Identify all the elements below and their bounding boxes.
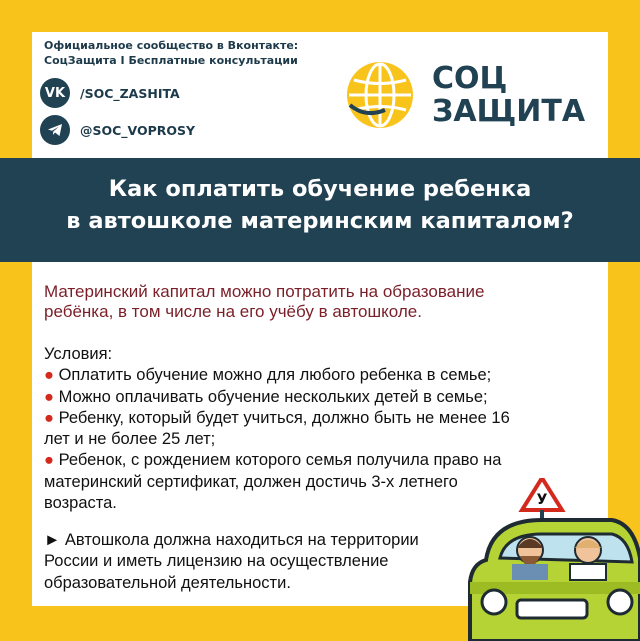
note-line-3: образовательной деятельности. <box>44 573 291 592</box>
school-requirement-note <box>44 530 504 594</box>
community-line-2: СоцЗащита I Бесплатные консультации <box>44 54 298 67</box>
bullet-icon: ● <box>44 408 54 427</box>
title-line-2: в автошколе материнским капиталом? <box>66 208 574 234</box>
telegram-icon <box>40 115 70 145</box>
intro-line-1: Материнский капитал можно потратить на образование <box>44 282 485 301</box>
telegram-handle: @SOC_VOPROSY <box>80 122 196 138</box>
condition-4-line-1: Ребенок, с рождением которого семья получила право на <box>58 451 502 470</box>
list-item <box>44 450 604 471</box>
condition-3-line-2: лет и не более 25 лет; <box>44 430 216 449</box>
driving-school-car-illustration <box>462 478 640 641</box>
condition-1: Оплатить обучение можно для любого ребенка в семье; <box>58 366 492 385</box>
telegram-link[interactable] <box>40 115 195 145</box>
brand-line-1: СОЦ <box>432 61 508 96</box>
condition-4-line-2: материнский сертификат, должен достичь 3-х летнего <box>44 472 458 491</box>
learner-sign-letter: У <box>536 492 548 508</box>
note-line-1: ► Автошкола должна находиться на территории <box>44 531 419 549</box>
intro-line-2: ребёнка, в том числе на его учёбу в автошколе. <box>44 302 422 321</box>
bullet-icon: ● <box>44 387 54 406</box>
brand-name <box>432 62 585 128</box>
page-title <box>0 173 640 237</box>
title-line-1: Как оплатить обучение ребенка <box>108 176 532 202</box>
bullet-icon: ● <box>44 366 54 385</box>
brand-line-2: ЗАЩИТА <box>432 94 586 129</box>
list-item <box>44 365 604 386</box>
community-line-1: Официальное сообщество в Вконтакте: <box>44 39 299 52</box>
vk-link[interactable] <box>40 78 180 108</box>
intro-text <box>44 282 584 322</box>
bullet-icon: ● <box>44 451 54 470</box>
vk-icon: VK <box>40 78 70 108</box>
condition-2: Можно оплачивать обучение нескольких детей в семье; <box>58 387 488 406</box>
list-item <box>44 408 604 429</box>
note-line-2: России и иметь лицензию на осуществление <box>44 552 389 571</box>
globe-logo-icon <box>345 60 415 130</box>
condition-4-line-3: возраста. <box>44 494 117 513</box>
list-item <box>44 387 604 408</box>
community-info <box>44 38 298 68</box>
vk-handle: /SOC_ZASHITA <box>80 85 180 101</box>
condition-3-line-1: Ребенку, который будет учиться, должно быть не менее 16 <box>58 408 510 427</box>
conditions-heading: Условия: <box>44 345 113 363</box>
